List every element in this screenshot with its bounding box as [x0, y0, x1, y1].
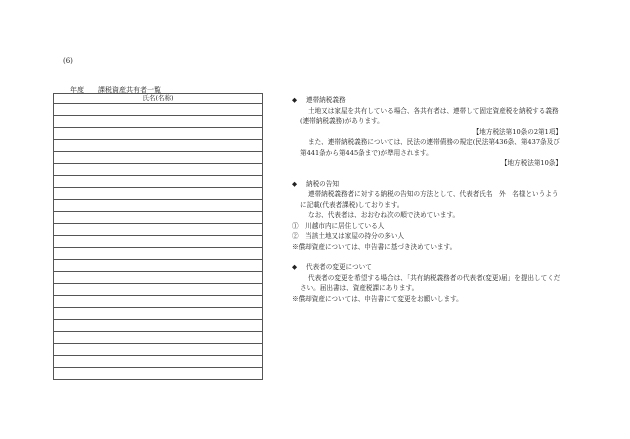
tax-notice-body2: なお、代表者は、おおむね次の順で決めています。 — [308, 211, 460, 219]
tax-notice-title: 納税の告知 — [306, 179, 339, 188]
owner-name-cell[interactable] — [54, 200, 263, 212]
explanation-panel — [292, 95, 562, 304]
owner-name-cell[interactable] — [54, 176, 263, 188]
table-row — [54, 368, 263, 380]
tax-notice-item2: ② 当該土地又は家屋の持分の多い人 — [292, 232, 405, 240]
table-row — [54, 320, 263, 332]
table-row — [54, 128, 263, 140]
owner-name-header: 氏名(名称) — [54, 94, 263, 104]
table-row — [54, 104, 263, 116]
owner-name-cell[interactable] — [54, 320, 263, 332]
table-row — [54, 200, 263, 212]
owner-name-cell[interactable] — [54, 356, 263, 368]
table-row — [54, 176, 263, 188]
table-row — [54, 344, 263, 356]
tax-notice-section — [292, 179, 562, 253]
representative-change-body1: 代表者の変更を希望する場合は、「共有納税義務者の代表者(変更)届」を提出してください。届出書は、資産税課にあります。 — [300, 273, 561, 292]
owner-name-cell[interactable] — [54, 344, 263, 356]
owner-name-cell[interactable] — [54, 248, 263, 260]
representative-change-section — [292, 262, 562, 304]
table-row — [54, 272, 263, 284]
owner-name-cell[interactable] — [54, 140, 263, 152]
owner-name-cell[interactable] — [54, 272, 263, 284]
diamond-bullet-icon: ◆ — [292, 263, 298, 271]
table-row — [54, 260, 263, 272]
table-row — [54, 332, 263, 344]
owner-name-cell[interactable] — [54, 308, 263, 320]
table-row — [54, 188, 263, 200]
table-row — [54, 248, 263, 260]
diamond-bullet-icon: ◆ — [292, 96, 298, 104]
tax-notice-body1: 連帯納税義務者に対する納税の告知の方法として、代表者氏名 外 名様というように記載(代表者課税)しております。 — [300, 190, 559, 209]
tax-notice-item1: ① 川越市内に居住している人 — [292, 221, 385, 230]
co-owner-table — [53, 93, 263, 380]
owner-name-cell[interactable] — [54, 332, 263, 344]
table-row — [54, 152, 263, 164]
owner-name-cell[interactable] — [54, 260, 263, 272]
table-row — [54, 212, 263, 224]
joint-liability-ref2: 【地方税法第10条】 — [500, 159, 562, 167]
owner-name-cell[interactable] — [54, 188, 263, 200]
page-number: (6) — [63, 57, 73, 65]
owner-name-cell[interactable] — [54, 224, 263, 236]
owner-name-cell[interactable] — [54, 116, 263, 128]
owner-name-cell[interactable] — [54, 152, 263, 164]
joint-liability-section — [292, 95, 562, 169]
joint-liability-title: 連帯納税義務 — [306, 96, 346, 104]
owner-name-cell[interactable] — [54, 236, 263, 248]
owner-name-cell[interactable] — [54, 296, 263, 308]
owner-name-cell[interactable] — [54, 212, 263, 224]
caption-title: 課税資産共有者一覧 — [98, 86, 161, 94]
owner-name-cell[interactable] — [54, 164, 263, 176]
table-row — [54, 116, 263, 128]
table-row — [54, 296, 263, 308]
caption-year: 年度 — [70, 86, 84, 94]
owner-name-cell[interactable] — [54, 284, 263, 296]
representative-change-note: ※償却資産については、申告書にて変更をお願いします。 — [292, 294, 463, 303]
table-row — [54, 140, 263, 152]
table-row — [54, 308, 263, 320]
owner-name-cell[interactable] — [54, 368, 263, 380]
table-row — [54, 164, 263, 176]
joint-liability-ref1: 【地方税法第10条の2第1項】 — [472, 127, 562, 136]
diamond-bullet-icon: ◆ — [292, 179, 298, 188]
joint-liability-body1: 土地又は家屋を共有している場合、各共有者は、連帯して固定資産税を納税する義務(連帯納税義務)があります。 — [300, 106, 559, 125]
joint-liability-body2: また、連帯納税義務については、民法の連帯債務の規定(民法第436条、第437条及び第441条から第445条まで)が準用されます。 — [300, 138, 560, 157]
table-row — [54, 284, 263, 296]
table-row — [54, 224, 263, 236]
owner-name-cell[interactable] — [54, 128, 263, 140]
owner-name-cell[interactable] — [54, 104, 263, 116]
table-row — [54, 356, 263, 368]
tax-notice-note: ※償却資産については、申告書に基づき決めています。 — [292, 242, 457, 251]
table-row — [54, 236, 263, 248]
representative-change-title: 代表者の変更について — [306, 263, 372, 271]
